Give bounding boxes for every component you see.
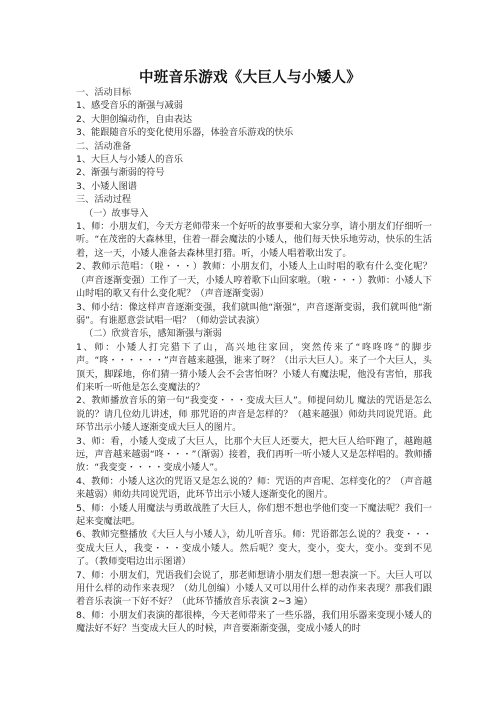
paragraph: 1、师：小朋友们，今天方老师带来一个好听的故事要和大家分享，请小朋友们仔细听一听。“在茂密的大森林里，住着一群会魔法的小矮人，他们每天快乐地劳动，快乐的生活着，这一天，小矮人准备去森林里打猎。听，小矮人唱着歌出发了。 [76,221,432,259]
section-heading: 三、活动过程 [76,194,132,206]
paragraph: 3、师：看，小矮人变成了大巨人，比那个大巨人还要大，把大巨人给吓跑了，越跑越远，声音越来越弱“咚・・・”（渐弱）接着，我们再听一听小矮人又是怎样唱的。教师播放：“我变变・・・・变成小矮人”。 [76,435,432,474]
paragraph: 2、渐强与渐弱的符号 [76,167,165,179]
section-heading: 二、活动准备 [76,140,132,152]
paragraph: 3、小矮人图谱 [76,180,137,192]
paragraph: 3、师小结：像这样声音逐渐变强，我们就叫他“渐强”，声音逐渐变弱，我们就叫他“渐弱”。有谁愿意尝试唱一唱？（师幼尝试表演） [76,301,432,326]
subsection-heading: （一）故事导入 [84,207,149,219]
subsection-heading: （二）欣赏音乐，感知渐强与渐弱 [84,328,222,340]
document-body [76,86,432,636]
paragraph: 1、感受音乐的渐强与减弱 [76,100,183,112]
paragraph: 2、教师播放音乐的第一句“我变变・・・变成大巨人”。师提问幼儿 魔法的咒语是怎么说的？请几位幼儿讲述，师 那咒语的声音是怎样的？（越来越强）师幼共同说咒语。此环节出示小矮人逐渐变成大巨人的图片。 [76,395,432,434]
paragraph: 7、师：小朋友们，咒语我们会说了，那老师想请小朋友们想一想表演一下。大巨人可以用什么样的动作来表现？（幼儿创编）小矮人又可以用什么样的动作来表现？那我们跟着音乐表演一下好不好？（此环节播放音乐表演 2~3 遍） [76,569,432,608]
paragraph: 6、教师完整播放《大巨人与小矮人》，幼儿听音乐。师：咒语都怎么说的？我变・・・变成大巨人，我变・・・变成小矮人。然后呢？变大，变小，变大，变小。变到不见了。（教师变唱边出示图谱） [76,529,432,568]
paragraph: 8、师：小朋友们表演的都很棒，今天老师带来了一些乐器，我们用乐器来变现小矮人的魔法好不好？当变成大巨人的时候，声音要渐渐变强，变成小矮人的时 [76,609,432,635]
paragraph: 2、大胆创编动作，自由表达 [76,113,193,125]
paragraph: 3、能跟随音乐的变化使用乐器，体验音乐游戏的快乐 [76,127,294,139]
paragraph: 1、大巨人与小矮人的音乐 [76,154,183,166]
paragraph: 5、师：小矮人用魔法与勇敢战胜了大巨人，你们想不想也学他们变一下魔法呢？我们一起来变魔法吧。 [76,502,432,527]
paragraph: 1、师：小矮人打完猎下了山，高兴地往家回，突然传来了“咚咚咚”的脚步声。“咚・・・・・・”声音越来越强，谁来了呀？（出示大巨人）。来了一个大巨人，头顶天，脚踩地，你们猜一猜小矮人会不会害怕呀？小矮人有魔法呢，他没有害怕，那我们来听一听他是怎么变魔法的？ [76,341,432,393]
document-title: 中班音乐游戏《大巨人与小矮人》 [139,70,361,86]
section-heading: 一、活动目标 [76,87,132,98]
paragraph: 4、教师：小矮人这次的咒语又是怎么说的？师：咒语的声音呢、怎样变化的？（声音越来越弱）师幼共同说咒语，此环节出示小矮人逐渐变化的图片。 [76,475,432,501]
paragraph: 2、教师示范唱：（啦・・・）教师：小朋友们，小矮人上山时唱的歌有什么变化呢？（声音逐渐变强）工作了一天，小矮人哼着歌下山回家啦。（啦・・・）教师：小矮人下山时唱的歌又有什么变化呢？（声音逐渐变弱） [76,261,432,300]
